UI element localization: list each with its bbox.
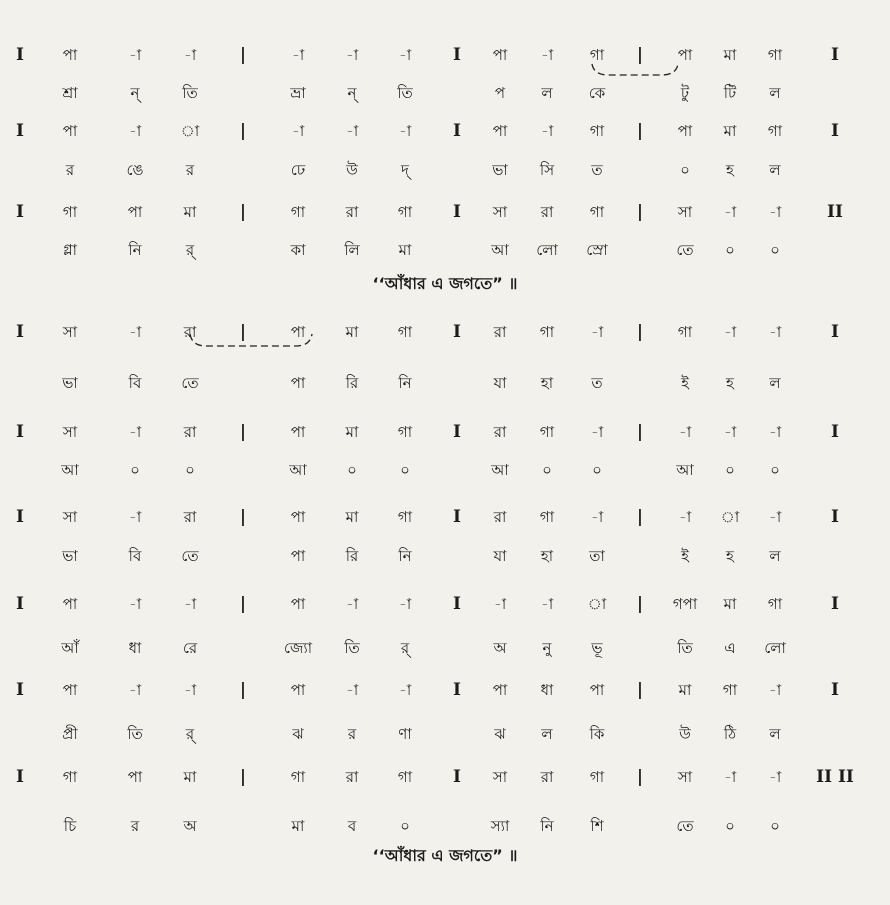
note: -া xyxy=(291,46,305,64)
note: মা xyxy=(723,595,737,613)
lyric-syllable: ০ xyxy=(400,461,410,479)
note-line xyxy=(0,417,890,447)
note: গা xyxy=(290,768,306,786)
note-line xyxy=(0,675,890,705)
lyric-line xyxy=(0,78,890,108)
note: সা xyxy=(62,423,78,441)
note: পা xyxy=(127,768,143,786)
lyric-syllable: স্রো xyxy=(586,241,608,259)
lyric-syllable: তে xyxy=(676,817,694,835)
lyric-syllable: ই xyxy=(681,547,689,565)
note: গা xyxy=(397,423,413,441)
barline: | xyxy=(239,594,247,614)
lyric-syllable: র xyxy=(65,161,75,179)
refrain-line-2: ‘‘আঁধার এ জগতে” ॥ xyxy=(372,846,518,865)
note: মা xyxy=(183,768,197,786)
lyric-syllable: ০ xyxy=(130,461,140,479)
lyric-syllable: যা xyxy=(493,547,507,565)
lyric-syllable: আ xyxy=(289,461,307,479)
lyric-syllable: ০ xyxy=(725,817,735,835)
note: পা xyxy=(492,46,508,64)
note: রা xyxy=(493,423,507,441)
lyric-syllable: ণা xyxy=(398,725,412,743)
lyric-syllable: ল xyxy=(769,161,781,179)
lyric-syllable: তি xyxy=(397,84,413,102)
lyric-syllable: ০ xyxy=(725,241,735,259)
note: সা xyxy=(677,203,693,221)
note: রা xyxy=(183,323,197,341)
note: -া xyxy=(183,46,197,64)
note: -া xyxy=(128,46,142,64)
note: পা xyxy=(290,681,306,699)
note: ধা xyxy=(540,681,554,699)
barline: | xyxy=(636,594,644,614)
barline: I xyxy=(831,45,839,65)
barline: I xyxy=(831,680,839,700)
note: মা xyxy=(345,508,359,526)
barline: I xyxy=(16,322,24,342)
note: সা xyxy=(677,768,693,786)
lyric-syllable: কা xyxy=(290,241,306,259)
lyric-syllable: শি xyxy=(590,817,604,835)
note: -া xyxy=(768,323,782,341)
lyric-syllable: গ্লা xyxy=(62,241,78,259)
barline: | xyxy=(239,202,247,222)
lyric-syllable: রি xyxy=(345,374,359,392)
lyric-syllable: হ xyxy=(726,374,734,392)
lyric-syllable: ন্ xyxy=(347,84,357,102)
barline: II xyxy=(827,202,843,222)
note: -া xyxy=(768,508,782,526)
barline: I xyxy=(453,507,461,527)
barline: | xyxy=(239,422,247,442)
lyric-syllable: স্যা xyxy=(490,817,510,835)
lyric-syllable: চি xyxy=(63,817,77,835)
lyric-syllable: জ্যো xyxy=(283,639,313,657)
lyric-line xyxy=(0,368,890,398)
lyric-syllable: ০ xyxy=(400,817,410,835)
barline: I xyxy=(453,322,461,342)
note: গা xyxy=(397,203,413,221)
note: -া xyxy=(183,681,197,699)
note: -া xyxy=(493,595,507,613)
lyric-syllable: কি xyxy=(589,725,605,743)
lyric-syllable: ঝ xyxy=(494,725,506,743)
note: া xyxy=(180,122,200,140)
note: পা xyxy=(492,122,508,140)
lyric-syllable: ঝ xyxy=(292,725,304,743)
lyric-syllable: সি xyxy=(539,161,555,179)
barline: I xyxy=(453,202,461,222)
refrain-line-1: ‘‘আঁধার এ জগতে” ॥ xyxy=(372,274,518,293)
note: -া xyxy=(345,681,359,699)
lyric-syllable: উ xyxy=(679,725,691,743)
lyric-syllable: ০ xyxy=(725,461,735,479)
lyric-syllable: ল xyxy=(541,725,553,743)
note: রা xyxy=(493,323,507,341)
lyric-syllable: প্রী xyxy=(62,725,78,743)
barline: | xyxy=(239,680,247,700)
lyric-syllable: ঠি xyxy=(723,725,737,743)
note: -া xyxy=(128,508,142,526)
note: রা xyxy=(345,768,359,786)
lyric-syllable: ল xyxy=(769,547,781,565)
barline: | xyxy=(636,45,644,65)
barline: II II xyxy=(816,767,854,787)
barline: | xyxy=(636,322,644,342)
barline: I xyxy=(453,121,461,141)
lyric-syllable: টি xyxy=(723,84,737,102)
lyric-syllable: টু xyxy=(680,84,690,102)
note: সা xyxy=(62,323,78,341)
barline: | xyxy=(636,507,644,527)
note: -া xyxy=(128,423,142,441)
lyric-syllable: নি xyxy=(128,241,142,259)
note: গা xyxy=(539,508,555,526)
note: রা xyxy=(183,508,197,526)
barline: | xyxy=(636,202,644,222)
note: গা xyxy=(397,323,413,341)
barline: | xyxy=(636,121,644,141)
lyric-syllable: তে xyxy=(181,547,199,565)
lyric-syllable: হ xyxy=(726,547,734,565)
lyric-syllable: র্ xyxy=(400,639,410,657)
lyric-syllable: অ xyxy=(183,817,197,835)
barline: I xyxy=(16,680,24,700)
lyric-line xyxy=(0,541,890,571)
lyric-syllable: তা xyxy=(589,547,605,565)
note: -া xyxy=(590,323,604,341)
lyric-syllable: ০ xyxy=(592,461,602,479)
note: -া xyxy=(540,122,554,140)
barline: I xyxy=(831,594,839,614)
lyric-syllable: ০ xyxy=(770,817,780,835)
barline: | xyxy=(239,767,247,787)
lyric-syllable: ত xyxy=(591,161,603,179)
lyric-syllable: নি xyxy=(398,547,412,565)
note: গা xyxy=(767,46,783,64)
barline: I xyxy=(453,594,461,614)
note: -া xyxy=(768,203,782,221)
lyric-syllable: ল xyxy=(541,84,553,102)
barline: I xyxy=(831,322,839,342)
lyric-syllable: আ xyxy=(491,461,509,479)
note-line xyxy=(0,40,890,70)
lyric-syllable: র xyxy=(130,817,140,835)
note: -া xyxy=(398,46,412,64)
lyric-syllable: ল xyxy=(769,725,781,743)
lyric-syllable: তে xyxy=(181,374,199,392)
lyric-line xyxy=(0,235,890,265)
lyric-syllable: হা xyxy=(540,374,554,392)
lyric-syllable: শ্রা xyxy=(62,84,78,102)
note: পা xyxy=(62,46,78,64)
note: -া xyxy=(398,681,412,699)
note: গা xyxy=(722,681,738,699)
note: রা xyxy=(540,203,554,221)
note: া xyxy=(720,508,740,526)
barline: I xyxy=(453,767,461,787)
lyric-syllable: ০ xyxy=(770,241,780,259)
note-line xyxy=(0,317,890,347)
barline: | xyxy=(636,680,644,700)
note: রা xyxy=(540,768,554,786)
lyric-syllable: ল xyxy=(769,84,781,102)
barline: | xyxy=(239,45,247,65)
note: -া xyxy=(128,323,142,341)
note-line xyxy=(0,197,890,227)
note: মা xyxy=(345,423,359,441)
note: গা xyxy=(539,323,555,341)
note: মা xyxy=(723,46,737,64)
note: গা xyxy=(589,768,605,786)
note: -া xyxy=(678,508,692,526)
lyric-syllable: হ xyxy=(726,161,734,179)
lyric-syllable: লো xyxy=(764,639,786,657)
lyric-syllable: নি xyxy=(398,374,412,392)
note: গপা xyxy=(672,595,698,613)
lyric-syllable: লি xyxy=(344,241,360,259)
note: গা xyxy=(397,508,413,526)
note: -া xyxy=(723,323,737,341)
note: -া xyxy=(540,595,554,613)
note-line xyxy=(0,502,890,532)
note: রা xyxy=(493,508,507,526)
note: -া xyxy=(345,595,359,613)
lyric-syllable: উ xyxy=(346,161,358,179)
note: -া xyxy=(398,122,412,140)
note: মা xyxy=(678,681,692,699)
note: -া xyxy=(768,423,782,441)
note: পা xyxy=(62,681,78,699)
note: -া xyxy=(768,768,782,786)
lyric-syllable: ল xyxy=(769,374,781,392)
barline: I xyxy=(453,422,461,442)
lyric-syllable: ০ xyxy=(542,461,552,479)
note: পা xyxy=(677,46,693,64)
barline: I xyxy=(16,767,24,787)
lyric-syllable: ০ xyxy=(770,461,780,479)
lyric-syllable: আ xyxy=(491,241,509,259)
barline: I xyxy=(831,121,839,141)
lyric-line xyxy=(0,633,890,663)
lyric-syllable: র xyxy=(347,725,357,743)
note: গা xyxy=(589,122,605,140)
note: -া xyxy=(590,423,604,441)
lyric-syllable: র্ xyxy=(185,241,195,259)
note: সা xyxy=(492,768,508,786)
note: সা xyxy=(492,203,508,221)
lyric-syllable: তি xyxy=(344,639,360,657)
barline: I xyxy=(16,422,24,442)
note: -া xyxy=(723,203,737,221)
note: রা xyxy=(345,203,359,221)
barline: | xyxy=(239,121,247,141)
lyric-syllable: আ xyxy=(676,461,694,479)
lyric-syllable: ভূ xyxy=(591,639,603,657)
note-line xyxy=(0,762,890,792)
lyric-syllable: পা xyxy=(290,374,306,392)
lyric-syllable: পা xyxy=(290,547,306,565)
lyric-syllable: ০ xyxy=(185,461,195,479)
note: গা xyxy=(539,423,555,441)
barline: I xyxy=(453,680,461,700)
lyric-syllable: বি xyxy=(128,374,142,392)
lyric-syllable: রে xyxy=(182,639,198,657)
barline: I xyxy=(831,507,839,527)
lyric-syllable: ০ xyxy=(347,461,357,479)
barline: I xyxy=(453,45,461,65)
barline: I xyxy=(16,594,24,614)
lyric-syllable: ধা xyxy=(128,639,142,657)
lyric-syllable: নু xyxy=(542,639,552,657)
lyric-syllable: লো xyxy=(536,241,558,259)
lyric-syllable: প xyxy=(494,84,506,102)
lyric-syllable: ভা xyxy=(62,374,78,392)
lyric-syllable: ০ xyxy=(680,161,690,179)
lyric-syllable: ব xyxy=(347,817,357,835)
lyric-line xyxy=(0,811,890,841)
note: মা xyxy=(345,323,359,341)
barline: I xyxy=(16,121,24,141)
note: পা xyxy=(290,508,306,526)
note: গা xyxy=(767,595,783,613)
note: গা xyxy=(589,46,605,64)
lyric-syllable: ই xyxy=(681,374,689,392)
note-line xyxy=(0,116,890,146)
lyric-syllable: আঁ xyxy=(61,639,79,657)
note: পা xyxy=(290,595,306,613)
barline: I xyxy=(831,422,839,442)
lyric-syllable: বি xyxy=(128,547,142,565)
note: গা xyxy=(62,203,78,221)
barline: I xyxy=(16,202,24,222)
note: রা xyxy=(183,423,197,441)
note: পা xyxy=(62,595,78,613)
note-line xyxy=(0,589,890,619)
lyric-syllable: রি xyxy=(345,547,359,565)
note: -া xyxy=(183,595,197,613)
note: -া xyxy=(723,423,737,441)
note: -া xyxy=(291,122,305,140)
lyric-syllable: যা xyxy=(493,374,507,392)
lyric-syllable: তি xyxy=(677,639,693,657)
note: পা xyxy=(589,681,605,699)
note: -া xyxy=(398,595,412,613)
lyric-syllable: তি xyxy=(182,84,198,102)
note: গা xyxy=(397,768,413,786)
note: -া xyxy=(723,768,737,786)
lyric-line xyxy=(0,155,890,185)
note: গা xyxy=(62,768,78,786)
note: পা xyxy=(290,323,306,341)
barline: | xyxy=(239,507,247,527)
lyric-syllable: ভ্রা xyxy=(290,84,306,102)
lyric-syllable: ভা xyxy=(62,547,78,565)
note: গা xyxy=(290,203,306,221)
lyric-syllable: র xyxy=(185,161,195,179)
note: পা xyxy=(127,203,143,221)
lyric-syllable: দ্ xyxy=(401,161,409,179)
note: -া xyxy=(768,681,782,699)
lyric-syllable: ভা xyxy=(492,161,508,179)
note: সা xyxy=(62,508,78,526)
lyric-syllable: ঢে xyxy=(290,161,306,179)
barline: I xyxy=(16,45,24,65)
lyric-syllable: নি xyxy=(540,817,554,835)
note: -া xyxy=(128,681,142,699)
lyric-line xyxy=(0,719,890,749)
note: -া xyxy=(128,122,142,140)
note: -া xyxy=(345,46,359,64)
barline: | xyxy=(239,322,247,342)
barline: | xyxy=(636,422,644,442)
lyric-syllable: কে xyxy=(588,84,606,102)
lyric-syllable: হা xyxy=(540,547,554,565)
barline: I xyxy=(16,507,24,527)
lyric-syllable: তি xyxy=(127,725,143,743)
lyric-syllable: মা xyxy=(291,817,305,835)
note: -া xyxy=(345,122,359,140)
lyric-syllable: ত xyxy=(591,374,603,392)
note: -া xyxy=(540,46,554,64)
note: গা xyxy=(589,203,605,221)
note: পা xyxy=(677,122,693,140)
lyric-syllable: এ xyxy=(724,639,736,657)
note: পা xyxy=(290,423,306,441)
note: গা xyxy=(677,323,693,341)
barline: | xyxy=(636,767,644,787)
lyric-syllable: মা xyxy=(398,241,412,259)
note: মা xyxy=(183,203,197,221)
note: পা xyxy=(492,681,508,699)
lyric-syllable: র্ xyxy=(185,725,195,743)
lyric-line xyxy=(0,455,890,485)
lyric-syllable: ঙে xyxy=(126,161,144,179)
note: -া xyxy=(678,423,692,441)
note: গা xyxy=(767,122,783,140)
lyric-syllable: অ xyxy=(493,639,507,657)
note: মা xyxy=(723,122,737,140)
lyric-syllable: তে xyxy=(676,241,694,259)
note: -া xyxy=(128,595,142,613)
note: া xyxy=(587,595,607,613)
note: -া xyxy=(590,508,604,526)
note: পা xyxy=(62,122,78,140)
lyric-syllable: আ xyxy=(61,461,79,479)
lyric-syllable: ন্ xyxy=(130,84,140,102)
